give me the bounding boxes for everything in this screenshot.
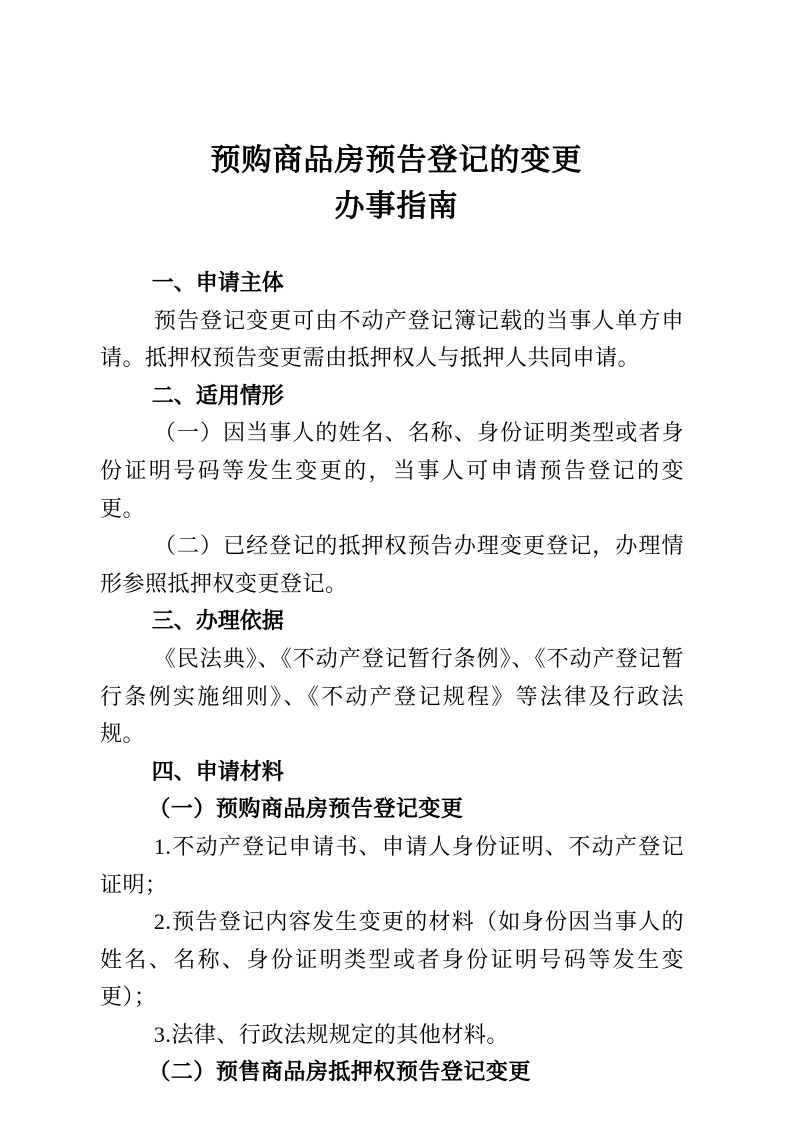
document-title (0, 0, 793, 230)
paragraph: （一）因当事人的姓名、名称、身份证明类型或者身份证明号码等发生变更的，当事人可申请预告登记的变更。 (100, 420, 684, 521)
section-heading-3: 三、办理依据 (151, 608, 284, 634)
paragraph: 1.不动产登记申请书、申请人身份证明、不动产登记证明； (100, 833, 684, 897)
paragraph: 2.预告登记内容发生变更的材料（如身份因当事人的姓名、名称、身份证明类型或者身份证明号码等发生变更）； (100, 909, 684, 1010)
document-title-line-2: 办事指南 (334, 190, 459, 223)
section-heading-2: 二、适用情形 (151, 382, 284, 408)
document-body (100, 264, 684, 1091)
paragraph: 3.法律、行政法规规定的其他材料。 (153, 1021, 509, 1047)
subsection-heading-1: （一）预购商品房预告登记变更 (148, 796, 464, 822)
document-title-line-1: 预购商品房预告登记的变更 (210, 144, 583, 177)
paragraph: 《民法典》、《不动产登记暂行条例》、《不动产登记暂行条例实施细则》、《不动产登记规程》等法律及行政法规。 (100, 645, 684, 747)
paragraph: 预告登记变更可由不动产登记簿记载的当事人单方申请。抵押权预告变更需由抵押权人与抵押人共同申请。 (100, 307, 684, 371)
section-heading-1: 一、申请主体 (151, 270, 284, 295)
section-heading-4: 四、申请材料 (151, 758, 284, 784)
subsection-heading-2: （二）预售商品房抵押权预告登记变更 (148, 1059, 531, 1085)
paragraph: （二）已经登记的抵押权预告办理变更登记，办理情形参照抵押权变更登记。 (100, 533, 684, 596)
